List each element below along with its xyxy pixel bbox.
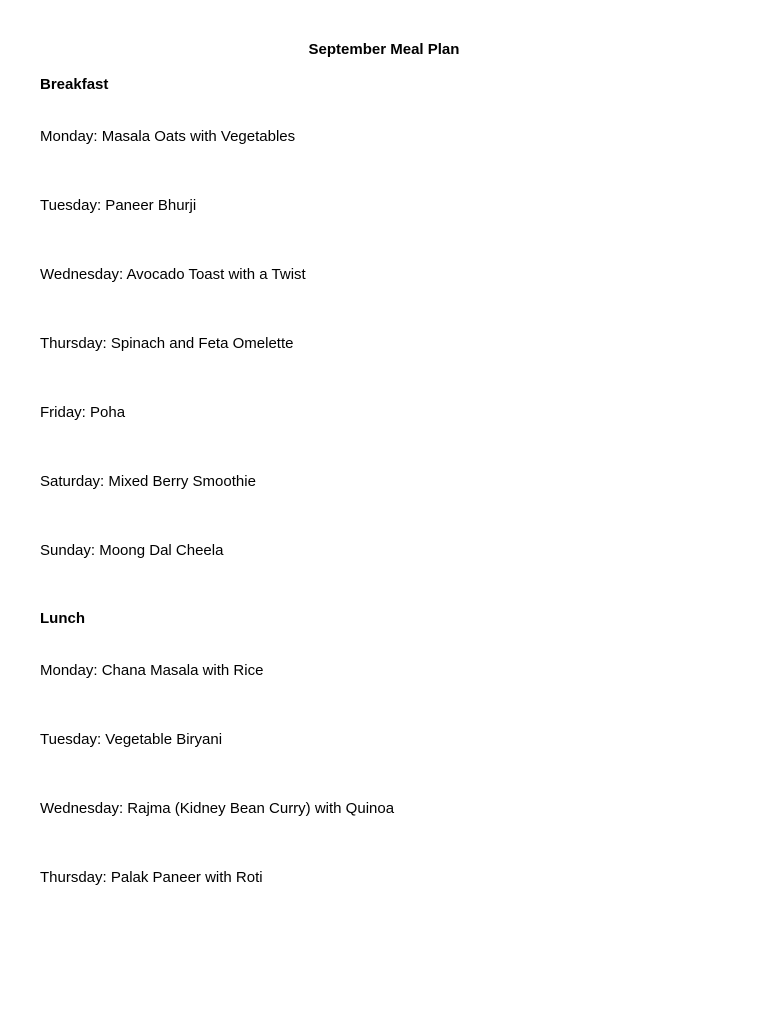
meal-item-breakfast-sunday: Sunday: Moong Dal Cheela bbox=[40, 542, 224, 559]
meal-item-breakfast-wednesday: Wednesday: Avocado Toast with a Twist bbox=[40, 266, 306, 283]
meal-item-lunch-wednesday: Wednesday: Rajma (Kidney Bean Curry) with Quinoa bbox=[40, 800, 395, 817]
section-heading-breakfast: Breakfast bbox=[40, 76, 109, 93]
breakfast-section bbox=[40, 75, 740, 561]
meal-item-breakfast-monday: Monday: Masala Oats with Vegetables bbox=[40, 128, 296, 145]
meal-item-breakfast-thursday: Thursday: Spinach and Feta Omelette bbox=[40, 335, 294, 352]
meal-item-lunch-tuesday: Tuesday: Vegetable Biryani bbox=[40, 731, 223, 748]
meal-item-lunch-monday: Monday: Chana Masala with Rice bbox=[40, 662, 264, 679]
page-title: September Meal Plan bbox=[308, 41, 460, 58]
lunch-meal-list bbox=[40, 661, 740, 888]
meal-item-lunch-thursday: Thursday: Palak Paneer with Roti bbox=[40, 869, 263, 886]
breakfast-meal-list bbox=[40, 127, 740, 561]
section-heading-lunch: Lunch bbox=[40, 610, 85, 627]
meal-item-breakfast-saturday: Saturday: Mixed Berry Smoothie bbox=[40, 473, 256, 490]
meal-item-breakfast-tuesday: Tuesday: Paneer Bhurji bbox=[40, 197, 197, 214]
lunch-section bbox=[40, 609, 740, 888]
meal-item-breakfast-friday: Friday: Poha bbox=[40, 404, 126, 421]
